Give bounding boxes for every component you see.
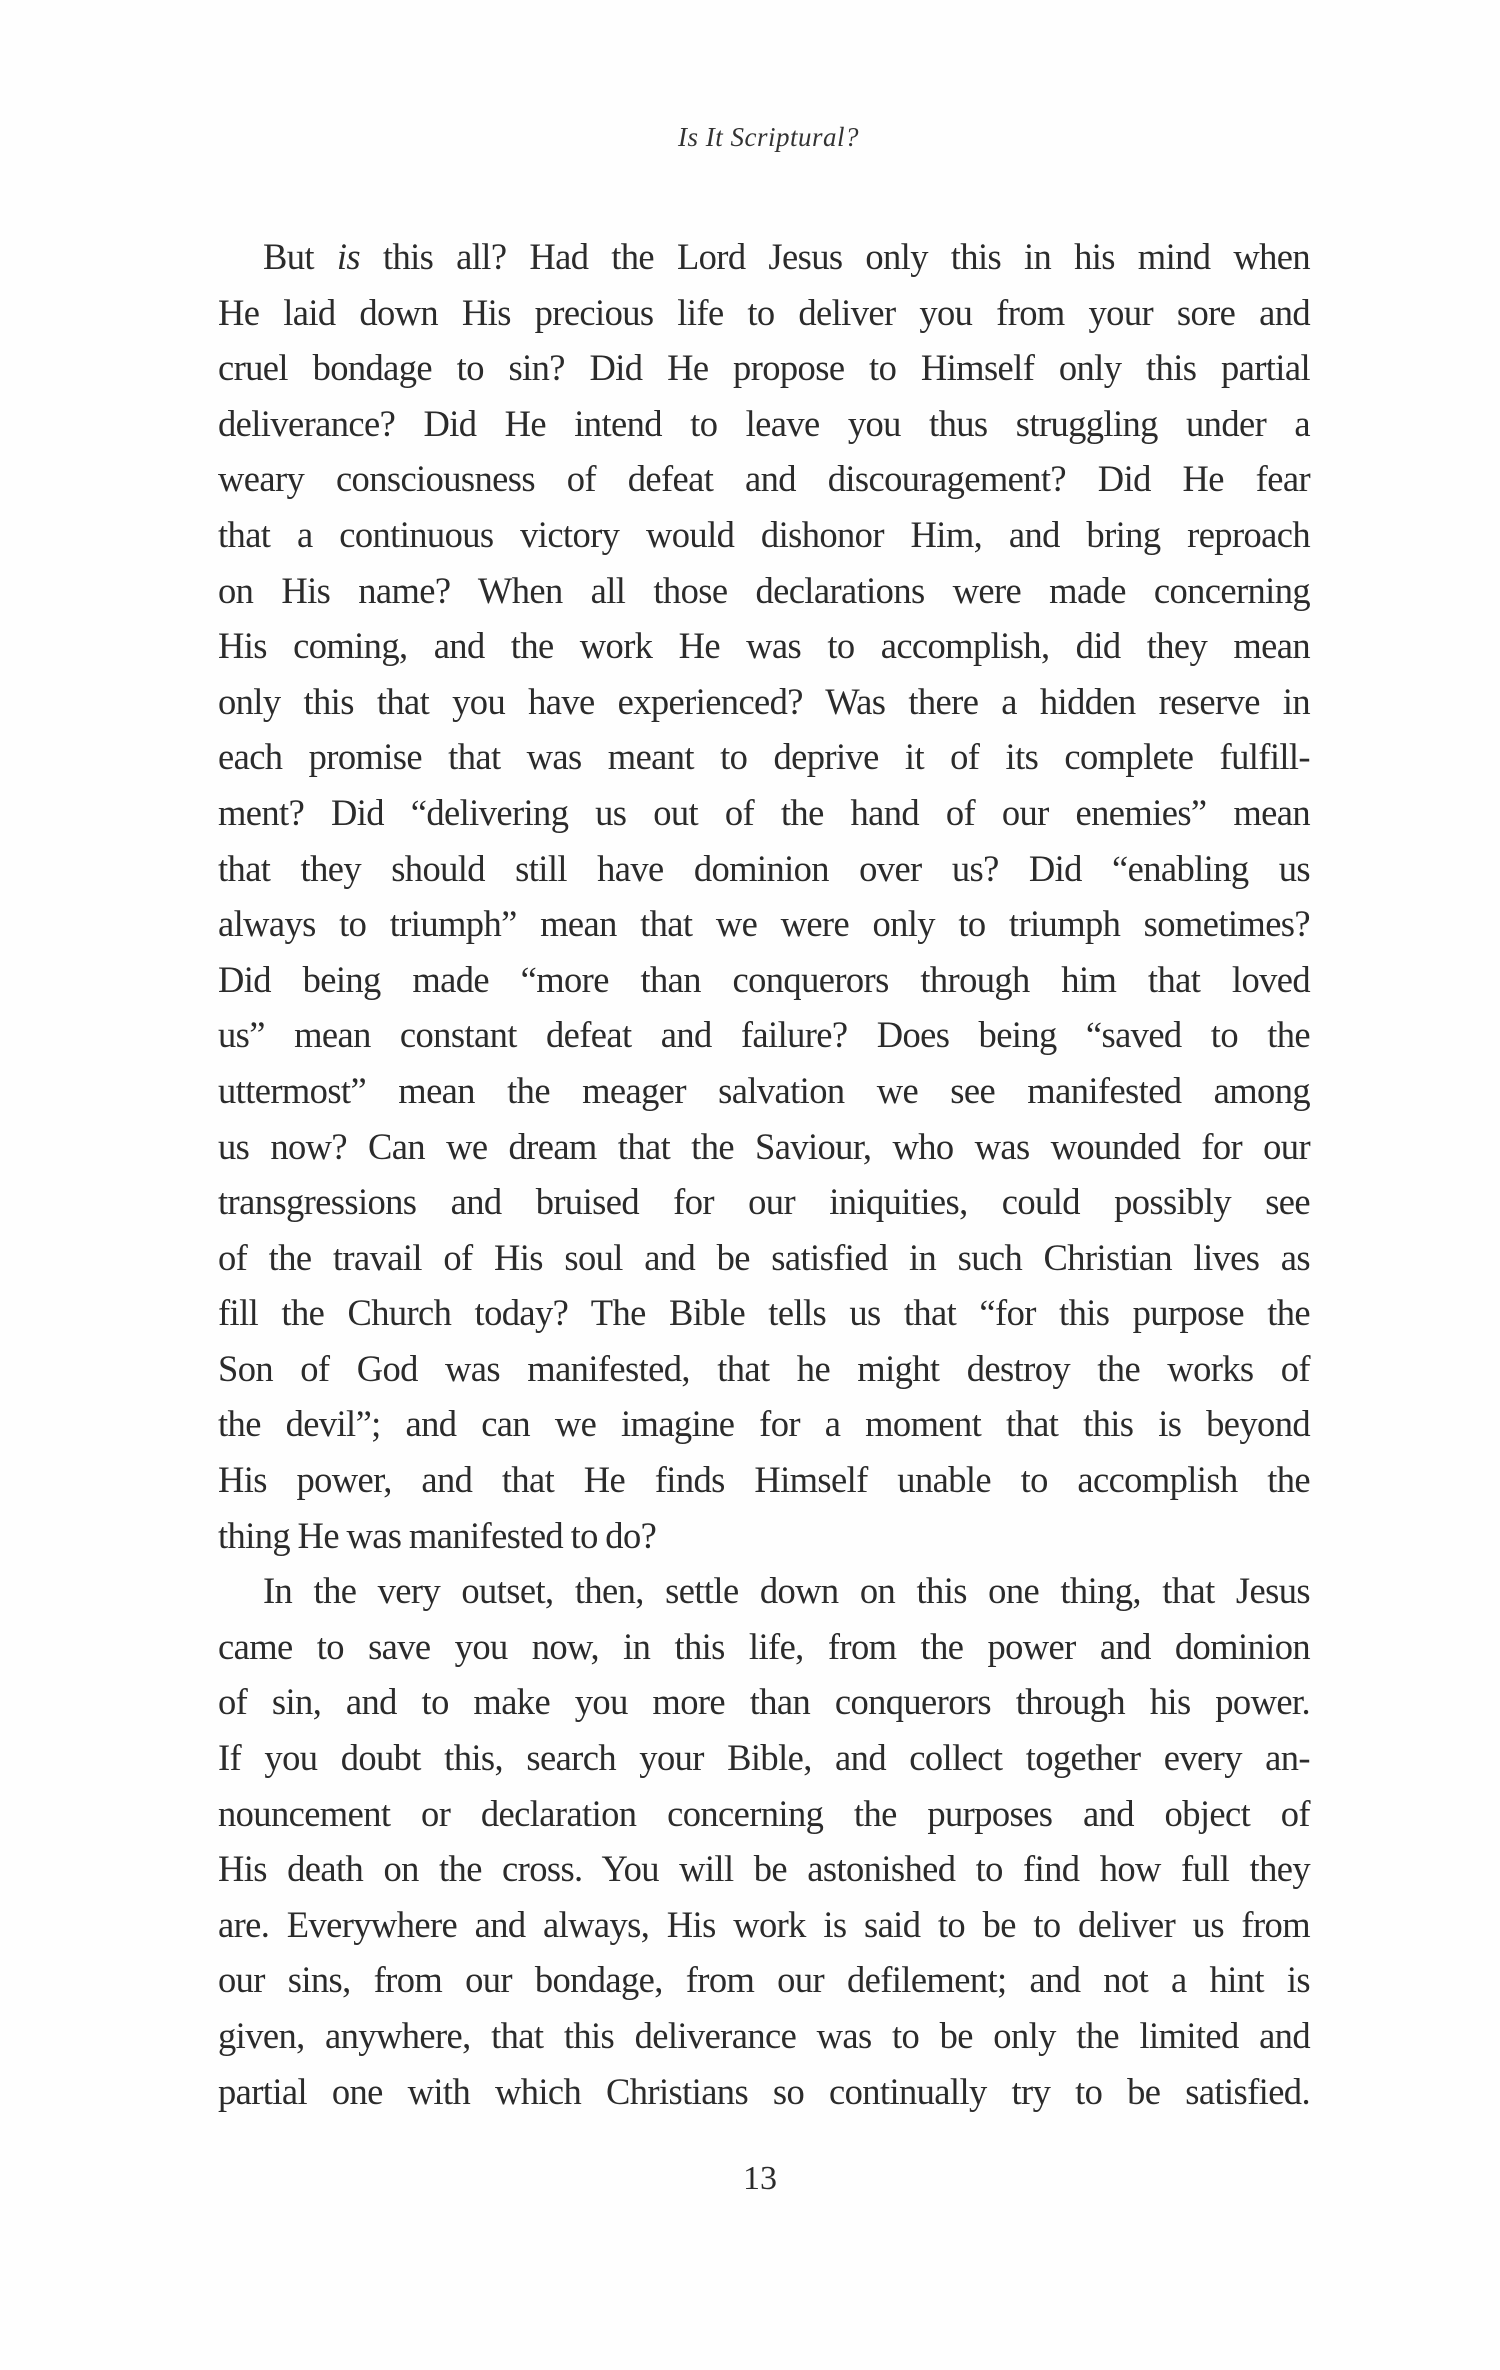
paragraph-2 [218, 1563, 1310, 2119]
page-number: 13 [743, 2160, 777, 2197]
text-line: transgressions and bruised for our iniquities, could possibly see [218, 1181, 1310, 1223]
running-head: Is It Scriptural? [678, 122, 859, 152]
emphasis-text: is [336, 236, 360, 277]
text-line: His death on the cross. You will be astonished to find how full they [218, 1848, 1310, 1890]
paragraph-1 [218, 229, 1310, 1563]
text-span: But [263, 236, 337, 277]
text-line: Did being made “more than conquerors through him that loved [218, 958, 1310, 1000]
text-line: only this that you have experienced? Was there a hidden reserve in [218, 680, 1310, 722]
text-line: He laid down His precious life to deliver you from your sore and [218, 291, 1310, 333]
text-line: always to triumph” mean that we were only to triumph sometimes? [218, 903, 1310, 945]
text-line: His power, and that He finds Himself unable to accomplish the [218, 1459, 1310, 1501]
text-line: the devil”; and can we imagine for a moment that this is beyond [218, 1403, 1310, 1445]
text-line: thing He was manifested to do? [218, 1514, 657, 1556]
text-line: given, anywhere, that this deliverance was to be only the limited and [218, 2015, 1310, 2056]
text-line: uttermost” mean the meager salvation we see manifested among [218, 1069, 1310, 1111]
text-line: are. Everywhere and always, His work is said to be to deliver us from [218, 1903, 1310, 1945]
text-line: deliverance? Did He intend to leave you thus struggling under a [218, 402, 1310, 444]
text-line: each promise that was meant to deprive it of its complete fulfill- [218, 736, 1310, 778]
text-line: cruel bondage to sin? Did He propose to Himself only this partial [218, 347, 1310, 389]
text-line: nouncement or declaration concerning the purposes and object of [218, 1792, 1310, 1834]
text-line: us now? Can we dream that the Saviour, who was wounded for our [218, 1125, 1310, 1167]
text-line: us” mean constant defeat and failure? Does being “saved to the [218, 1014, 1310, 1056]
text-line: of sin, and to make you more than conquerors through his power. [218, 1681, 1310, 1723]
text-line: If you doubt this, search your Bible, and collect together every an- [218, 1737, 1310, 1779]
text-line: that a continuous victory would dishonor Him, and bring reproach [218, 513, 1310, 555]
text-line: our sins, from our bondage, from our defilement; and not a hint is [218, 1959, 1310, 2001]
text-line: came to save you now, in this life, from the power and dominion [218, 1625, 1310, 1667]
text-line: His coming, and the work He was to accomplish, did they mean [218, 625, 1310, 667]
text-line: In the very outset, then, settle down on this one thing, that Jesus [263, 1570, 1310, 1612]
text-line: on His name? When all those declarations were made concerning [218, 569, 1310, 611]
body-text [218, 229, 1310, 2119]
text-line: partial one with which Christians so continually try to be satisfied. [218, 2070, 1310, 2112]
text-line: ment? Did “delivering us out of the hand of our enemies” mean [218, 791, 1310, 833]
text-line: Son of God was manifested, that he might destroy the works of [218, 1347, 1310, 1389]
text-line [218, 229, 1310, 285]
text-line: that they should still have dominion over us? Did “enabling us [218, 847, 1310, 889]
text-line: fill the Church today? The Bible tells us that “for this purpose the [218, 1292, 1310, 1334]
text-line: of the travail of His soul and be satisfied in such Christian lives as [218, 1236, 1310, 1278]
text-span: this all? Had the Lord Jesus only this in his mind when [360, 236, 1310, 277]
text-line: weary consciousness of defeat and discouragement? Did He fear [218, 458, 1310, 500]
